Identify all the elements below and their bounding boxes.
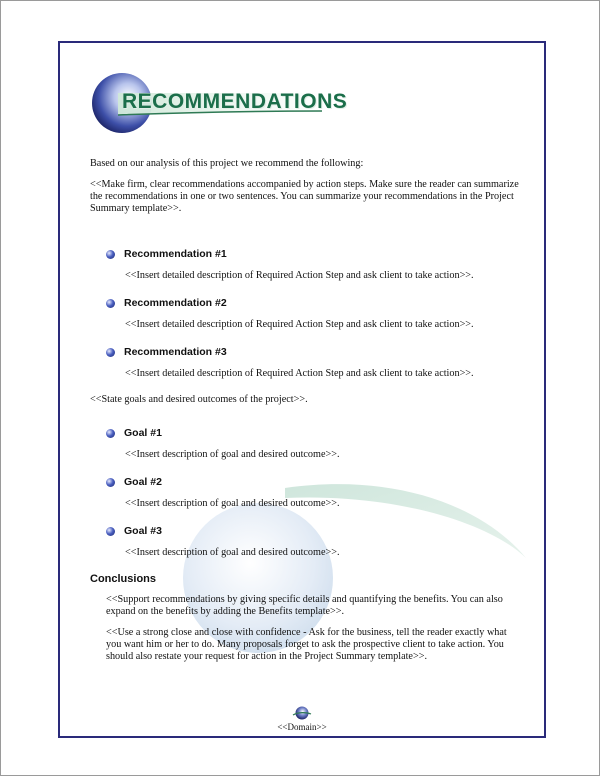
recommendation-label: Recommendation #2 (124, 297, 227, 309)
goal-heading (106, 524, 520, 538)
document-body (90, 158, 520, 672)
goal-label: Goal #3 (124, 525, 162, 537)
goal-heading (106, 426, 520, 440)
footer-globe-icon (292, 706, 312, 720)
recommendation-description: <<Insert detailed description of Required Action Step and ask client to take action>>. (125, 368, 474, 379)
bullet-icon (106, 527, 115, 536)
recommendation-description: <<Insert detailed description of Required Action Step and ask client to take action>>. (125, 319, 474, 330)
goal-description: <<Insert description of goal and desired outcome>>. (125, 547, 340, 558)
bullet-icon (106, 478, 115, 487)
bullet-icon (106, 250, 115, 259)
recommendation-description: <<Insert detailed description of Required Action Step and ask client to take action>>. (125, 270, 474, 281)
recommendation-label: Recommendation #1 (124, 248, 227, 260)
recommendation-heading (106, 247, 520, 261)
goal-description: <<Insert description of goal and desired outcome>>. (125, 498, 340, 509)
goals-intro: <<State goals and desired outcomes of the project>>. (90, 394, 308, 405)
bullet-icon (106, 299, 115, 308)
goal-label: Goal #2 (124, 476, 162, 488)
goal-description: <<Insert description of goal and desired outcome>>. (125, 449, 340, 460)
goal-label: Goal #1 (124, 427, 162, 439)
conclusions-paragraph: <<Support recommendations by giving specific details and quantifying the benefits. You can also expand on the benefits by adding the Benefits template>>. (106, 594, 503, 617)
recommendation-list (90, 247, 520, 380)
recommendation-label: Recommendation #3 (124, 346, 227, 358)
footer-domain: <<Domain>> (277, 722, 327, 732)
intro-lead: Based on our analysis of this project we recommend the following: (90, 158, 364, 169)
conclusions-heading: Conclusions (90, 573, 157, 585)
document-frame (58, 41, 546, 738)
conclusions-paragraph: <<Use a strong close and close with confidence - Ask for the business, tell the reader exactly what you want him or her to do. Many proposals forget to ask the prospective client to take action. You should also restate your request for action in the Project Summary template>>. (106, 627, 507, 662)
recommendation-heading (106, 345, 520, 359)
bullet-icon (106, 429, 115, 438)
goal-list (90, 426, 520, 559)
recommendation-heading (106, 296, 520, 310)
intro-instructions: <<Make firm, clear recommendations accompanied by action steps. Make sure the reader can summarize the recommendations in one or two sentences. You can summarize your recommendations in the Project Summary template>>. (90, 179, 519, 214)
bullet-icon (106, 348, 115, 357)
page-title: RECOMMENDATIONS (122, 90, 348, 113)
goal-heading (106, 475, 520, 489)
